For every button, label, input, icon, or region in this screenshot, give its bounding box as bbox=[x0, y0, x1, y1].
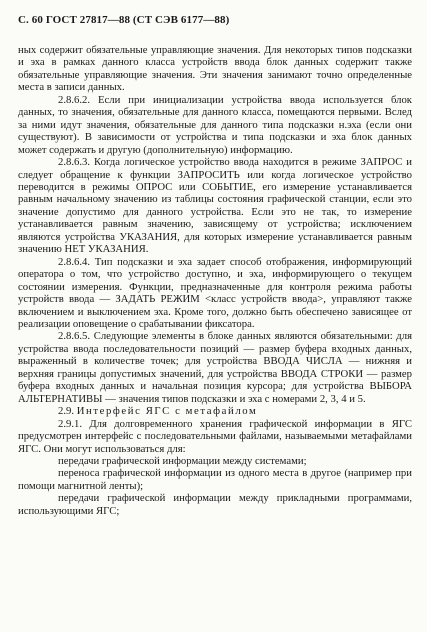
section-number: 2.9. bbox=[58, 405, 75, 418]
paragraph-2-9-1: 2.9.1. Для долговременного хранения графической информации в ЯГС предусмотрен интерфейс с последовательными файлами, называемыми метафайлами ЯГС. Они могут использоваться для: bbox=[18, 417, 412, 455]
paragraph-2-8-6-2: 2.8.6.2. Если при инициализации устройства ввода используется блок данных, то значения, обязательные для данного класса, помещаются первыми. Вслед за ними идут значения, обязательные для данного типа подсказки н.эха (если они существуют). В зависимости от устройства и типа подсказки и эха блок данных может содержать и другую (дополнительную) информацию. bbox=[18, 93, 412, 156]
document-body bbox=[18, 44, 412, 517]
section-heading bbox=[18, 405, 412, 417]
list-item: переноса графической информации из одного места в другое (например при помощи магнитной ленты); bbox=[18, 467, 412, 492]
section-title: Интерфейс ЯГС с метафайлом bbox=[76, 405, 258, 418]
list-item: передачи графической информации между системами; bbox=[58, 454, 307, 467]
page-number: С. 60 bbox=[18, 14, 43, 26]
paragraph-2-8-6-3: 2.8.6.3. Когда логическое устройство ввода находится в режиме ЗАПРОС и следует обращение к функции ЗАПРОСИТЬ или когда логическое устройство переводится в режимы ОПРОС или СОБЫТИЕ, его измерение устанавливается равным начальному значению из таблицы состояния графической станции, если это значение допустимо для данного устройства. Если это не так, то измерение устанавливается равным значению, зависящему от устройства; исключением являются устройства УКАЗАНИЯ, для которых измерение устанавливается равным значению НЕТ УКАЗАНИЯ. bbox=[18, 156, 412, 256]
paragraph-2-8-6-4: 2.8.6.4. Тип подсказки и эха задает способ отображения, информирующий оператора о том, что устройство доступно, и эха, информирующего о текущем состоянии измерения. Функции, предназначенные для контроля режима работы устройств ввода — ЗАДАТЬ РЕЖИМ <класс устройств ввода>, управляют также включением и выключением эха. Кроме того, должно быть обеспечено зависящее от реализации оповещение о срабатывании фиксатора. bbox=[18, 255, 412, 330]
paragraph-continuation: ных содержит обязательные управляющие значения. Для некоторых типов подсказки и эха в рамках данного класса устройств ввода блок данных содержит также обязательные управляющие значения. Эти значения занимают точно определенные места в записи данных. bbox=[18, 44, 412, 94]
standard-designation: ГОСТ 27817—88 (СТ СЭВ 6177—88) bbox=[45, 14, 230, 26]
list-item: передачи графической информации между прикладными программами, использующими ЯГС; bbox=[18, 492, 412, 517]
page-header bbox=[18, 14, 229, 26]
paragraph-2-8-6-5: 2.8.6.5. Следующие элементы в блоке данных являются обязательными: для устройства ввода последовательности позиций — размер буфера входных данных, выраженный в количестве точек; для устройства ВВОДА ЧИСЛА — нижняя и верхняя границы допустимых значений, для устройства ВВОДА СТРОКИ — размер буфера входных данных и начальная позиция курсора; для устройства ВЫБОРА АЛЬТЕРНАТИВЫ — значения типов подсказки и эха с номерами 2, 3, 4 и 5. bbox=[18, 330, 412, 405]
